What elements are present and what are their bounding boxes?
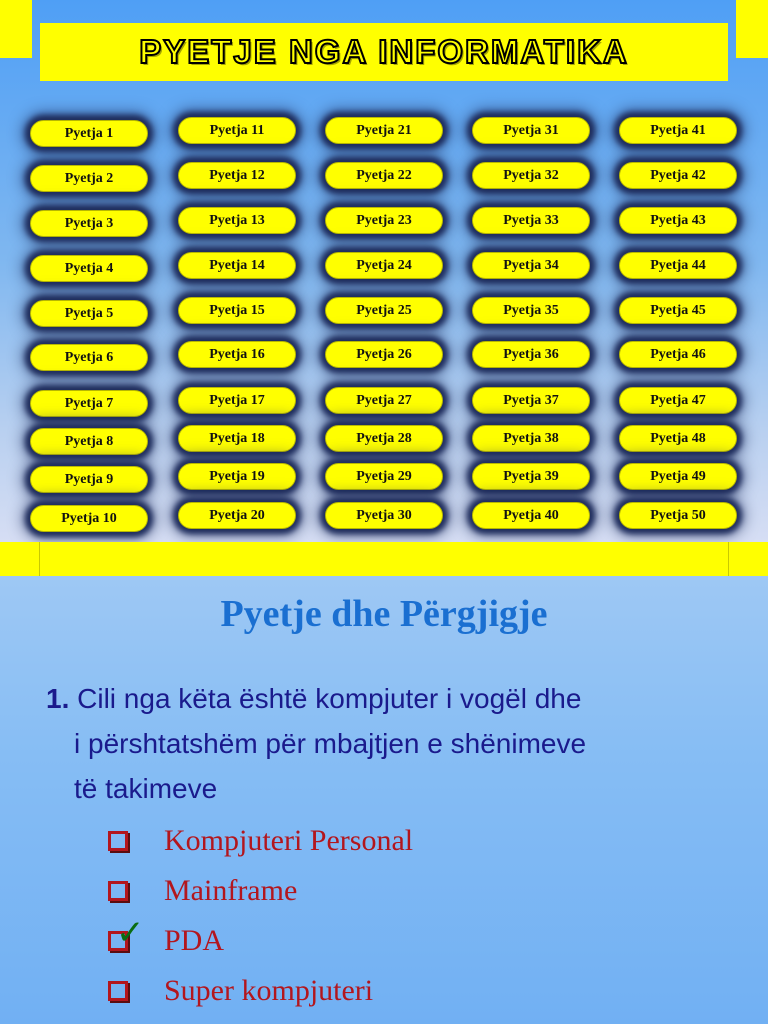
question-button[interactable]: Pyetja 4 — [30, 255, 148, 282]
question-button[interactable]: Pyetja 36 — [472, 341, 590, 368]
answer-label: Kompjuteri Personal — [164, 824, 414, 857]
question-button[interactable]: Pyetja 16 — [178, 341, 296, 368]
question-button[interactable]: Pyetja 24 — [325, 252, 443, 279]
question-button[interactable]: Pyetja 13 — [178, 207, 296, 234]
question-button[interactable]: Pyetja 43 — [619, 207, 737, 234]
question-line: të takimeve — [74, 773, 218, 804]
question-button[interactable]: Pyetja 20 — [178, 502, 296, 529]
question-button[interactable]: Pyetja 10 — [30, 505, 148, 532]
answer-label: Mainframe — [164, 874, 298, 907]
question-button[interactable]: Pyetja 39 — [472, 463, 590, 490]
question-button[interactable]: Pyetja 9 — [30, 466, 148, 493]
question-button[interactable]: Pyetja 17 — [178, 387, 296, 414]
question-line-text: Cili nga këta është kompjuter i vogël dhe — [69, 683, 582, 714]
question-button[interactable]: Pyetja 27 — [325, 387, 443, 414]
question-button[interactable]: Pyetja 11 — [178, 117, 296, 144]
answer-option[interactable] — [108, 966, 413, 1016]
checkbox-icon[interactable] — [108, 981, 128, 1001]
question-button[interactable]: Pyetja 18 — [178, 425, 296, 452]
question-button[interactable]: Pyetja 1 — [30, 120, 148, 147]
answer-option[interactable] — [108, 913, 413, 966]
question-button[interactable]: Pyetja 44 — [619, 252, 737, 279]
question-button[interactable]: Pyetja 40 — [472, 502, 590, 529]
bottom-bar — [40, 542, 728, 576]
question-button[interactable]: Pyetja 14 — [178, 252, 296, 279]
question-button[interactable]: Pyetja 31 — [472, 117, 590, 144]
checkbox-icon[interactable] — [108, 881, 128, 901]
question-button[interactable]: Pyetja 28 — [325, 425, 443, 452]
answer-option[interactable] — [108, 866, 413, 916]
question-button[interactable]: Pyetja 2 — [30, 165, 148, 192]
answer-option[interactable] — [108, 816, 413, 866]
question-button[interactable]: Pyetja 21 — [325, 117, 443, 144]
question-line: i përshtatshëm për mbajtjen e shënimeve — [74, 728, 587, 759]
question-button[interactable]: Pyetja 38 — [472, 425, 590, 452]
question-text — [46, 676, 736, 811]
question-button[interactable]: Pyetja 46 — [619, 341, 737, 368]
question-button[interactable]: Pyetja 6 — [30, 344, 148, 371]
question-button[interactable]: Pyetja 33 — [472, 207, 590, 234]
question-button[interactable]: Pyetja 22 — [325, 162, 443, 189]
corner-bar-bottom-left — [0, 542, 40, 576]
question-button[interactable]: Pyetja 7 — [30, 390, 148, 417]
check-mark-icon: ✓ — [116, 913, 145, 953]
question-button[interactable]: Pyetja 29 — [325, 463, 443, 490]
question-button[interactable]: Pyetja 8 — [30, 428, 148, 455]
question-line — [46, 676, 736, 721]
question-button[interactable]: Pyetja 3 — [30, 210, 148, 237]
corner-bar-bottom-right — [728, 542, 768, 576]
question-button[interactable]: Pyetja 50 — [619, 502, 737, 529]
question-button[interactable]: Pyetja 48 — [619, 425, 737, 452]
question-button[interactable]: Pyetja 35 — [472, 297, 590, 324]
question-button[interactable]: Pyetja 25 — [325, 297, 443, 324]
answer-list — [108, 816, 413, 1016]
slide-title: PYETJE NGA INFORMATIKA — [139, 33, 629, 70]
question-button[interactable]: Pyetja 12 — [178, 162, 296, 189]
question-button[interactable]: Pyetja 41 — [619, 117, 737, 144]
question-button[interactable]: Pyetja 37 — [472, 387, 590, 414]
question-button[interactable]: Pyetja 34 — [472, 252, 590, 279]
question-button[interactable]: Pyetja 32 — [472, 162, 590, 189]
slide-title: Pyetje dhe Përgjigje — [220, 593, 548, 635]
question-button[interactable]: Pyetja 5 — [30, 300, 148, 327]
answer-label: Super kompjuteri — [164, 974, 374, 1007]
question-button[interactable]: Pyetja 26 — [325, 341, 443, 368]
question-slide — [0, 576, 768, 1024]
question-button[interactable]: Pyetja 19 — [178, 463, 296, 490]
question-button[interactable]: Pyetja 49 — [619, 463, 737, 490]
question-button[interactable]: Pyetja 30 — [325, 502, 443, 529]
question-button[interactable]: Pyetja 23 — [325, 207, 443, 234]
checkbox-icon[interactable] — [108, 831, 128, 851]
question-button[interactable]: Pyetja 15 — [178, 297, 296, 324]
question-number: 1. — [46, 683, 70, 714]
answer-label: PDA — [164, 924, 225, 957]
question-button[interactable]: Pyetja 45 — [619, 297, 737, 324]
question-button[interactable]: Pyetja 47 — [619, 387, 737, 414]
question-button[interactable]: Pyetja 42 — [619, 162, 737, 189]
